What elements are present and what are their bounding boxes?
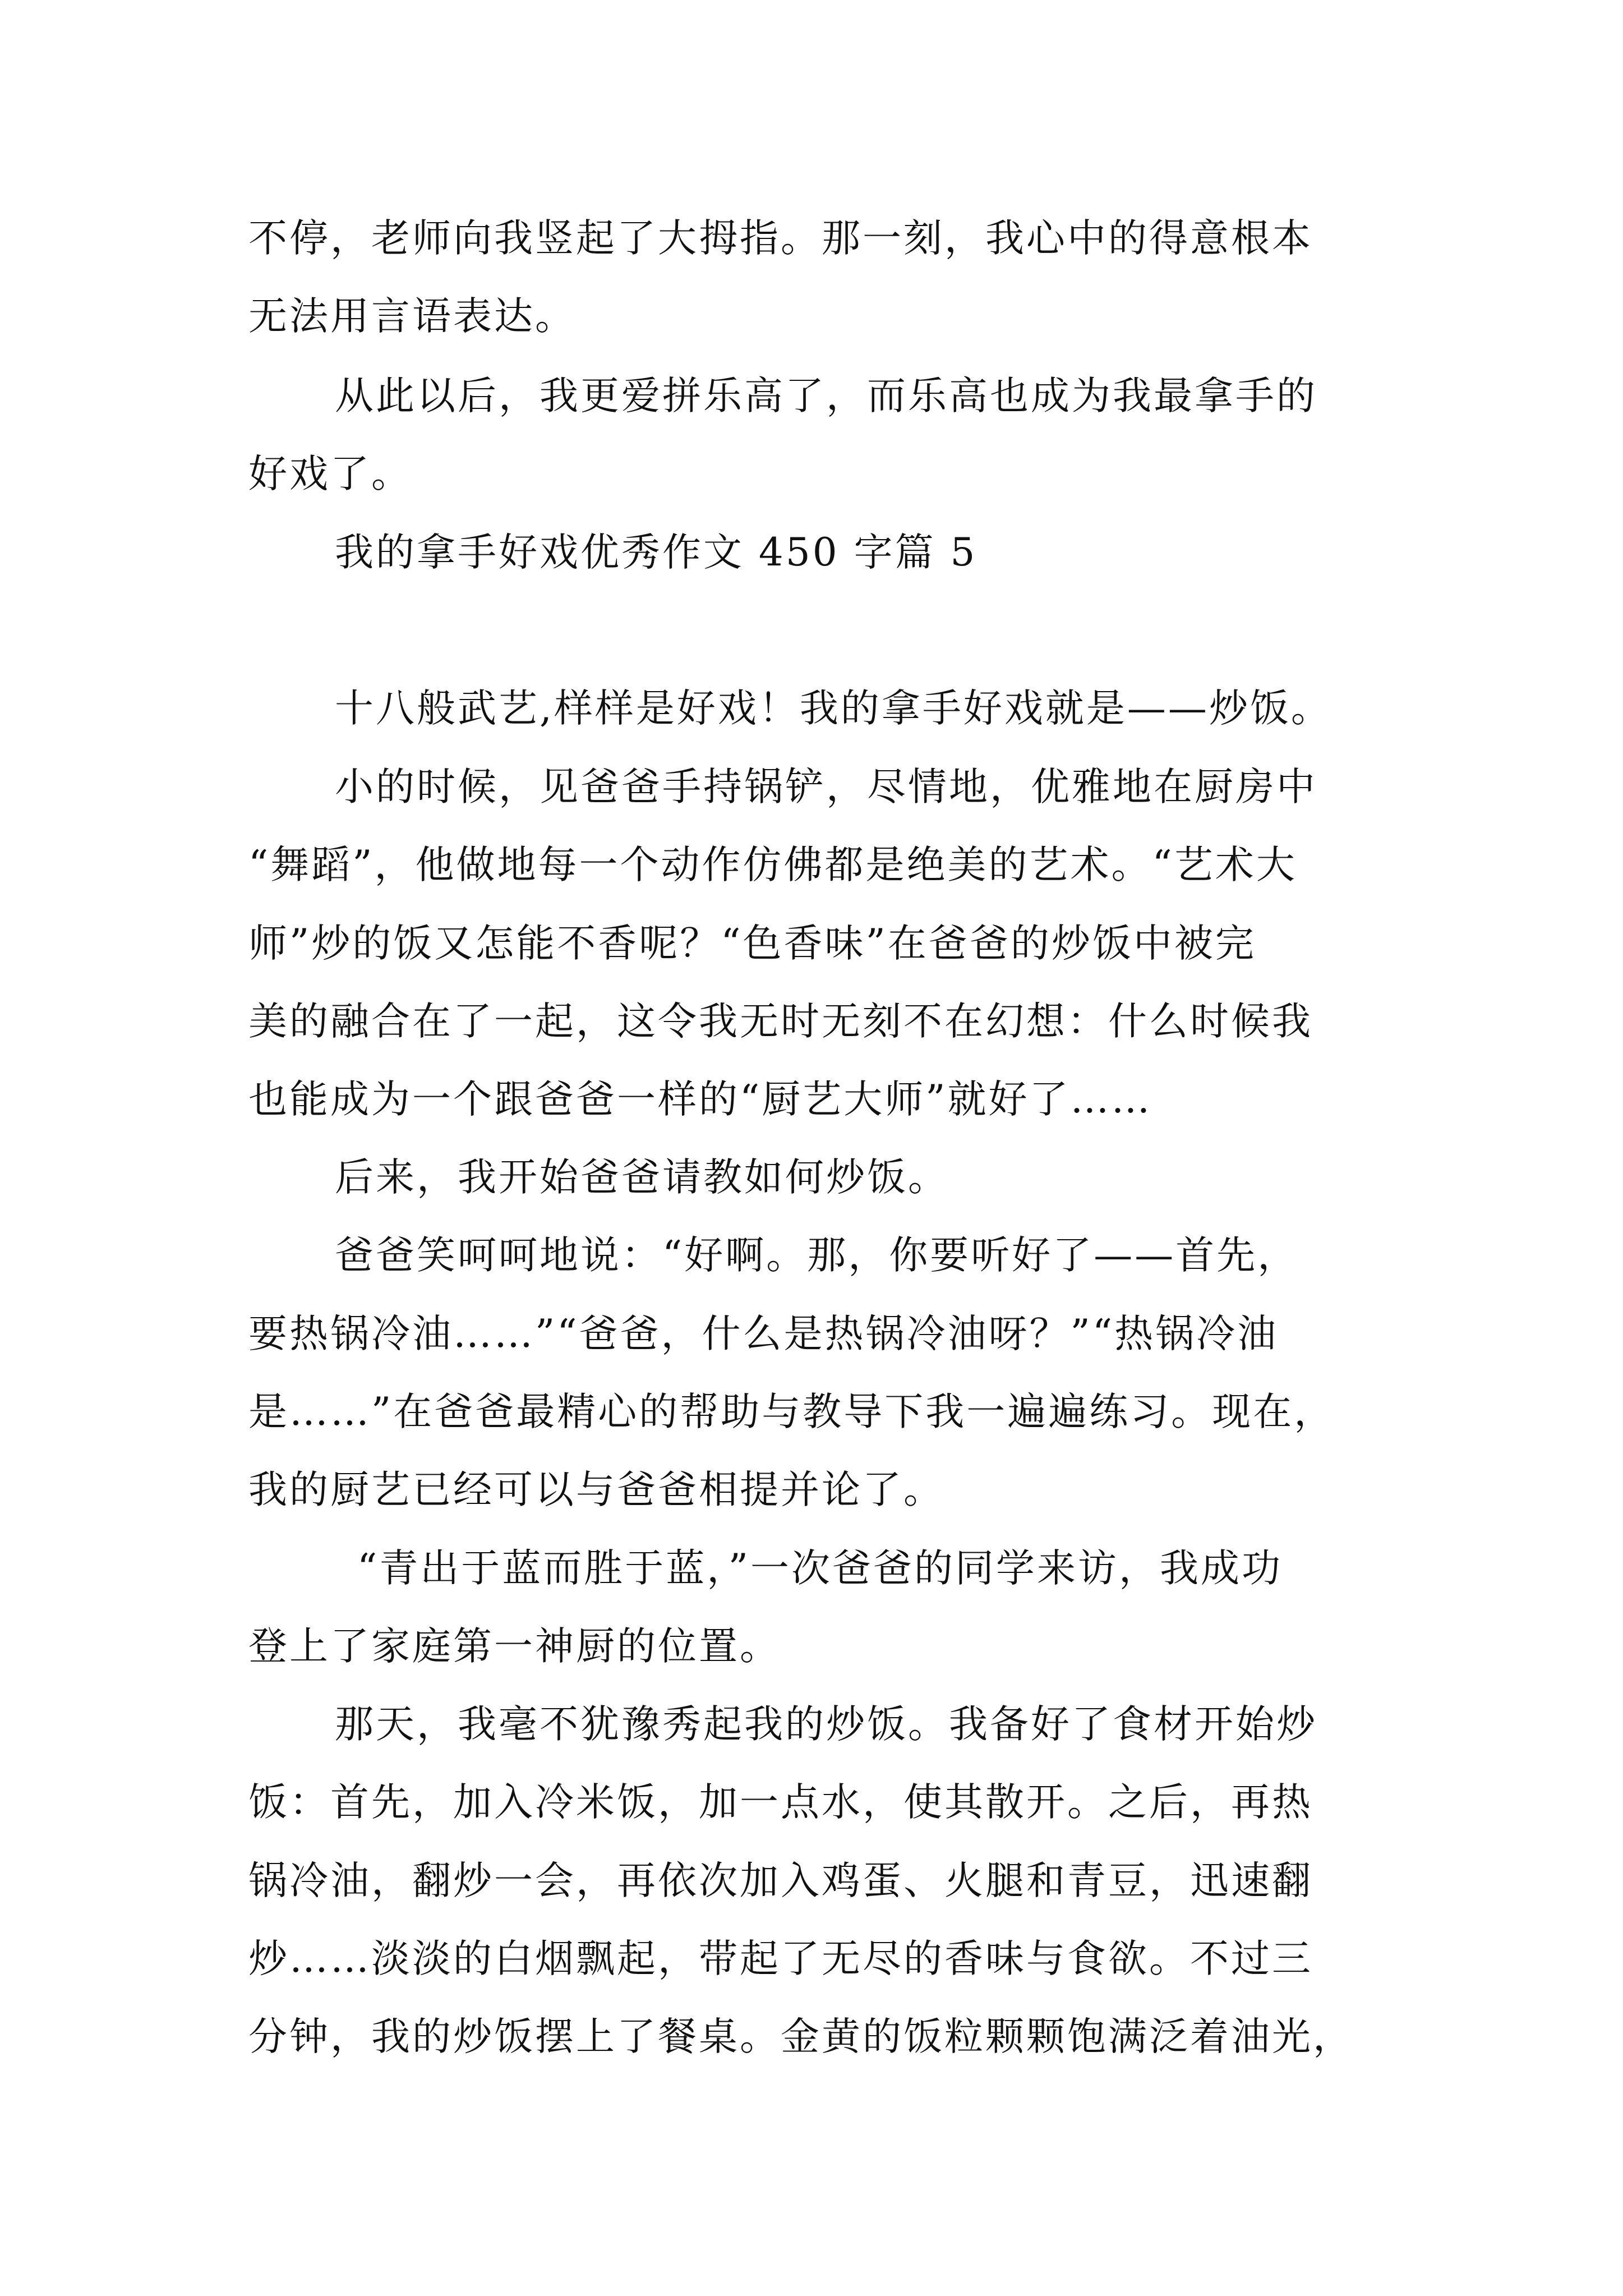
text-line: 好戏了。 bbox=[248, 452, 412, 496]
text-line: 分钟，我的炒饭摆上了餐桌。金黄的饭粒颗颗饱满泛着油光， bbox=[248, 2014, 1354, 2059]
text-line: 师”炒的饭又怎能不香呢？“色香味”在爸爸的炒饭中被完 bbox=[248, 921, 1256, 966]
text-line: 美的融合在了一起，这令我无时无刻不在幻想：什么时候我 bbox=[248, 999, 1313, 1044]
text-line: 要热锅冷油……”“爸爸，什么是热锅冷油呀？”“热锅冷油 bbox=[248, 1312, 1279, 1356]
text-line: 无法用言语表达。 bbox=[248, 294, 576, 339]
text-line: 炒……淡淡的白烟飘起，带起了无尽的香味与食欲。不过三 bbox=[248, 1936, 1313, 1981]
text-line: “舞蹈”，他做地每一个动作仿佛都是绝美的艺术。“艺术大 bbox=[248, 843, 1297, 887]
section-heading: 我的拿手好戏优秀作文 450 字篇 5 bbox=[335, 530, 978, 575]
text-line: 登上了家庭第一神厨的位置。 bbox=[248, 1624, 781, 1669]
text-line: 爸爸笑呵呵地说：“好啊。那，你要听好了——首先， bbox=[335, 1233, 1299, 1278]
text-line: 是……”在爸爸最精心的帮助与教导下我一遍遍练习。现在， bbox=[248, 1389, 1335, 1434]
text-line: 锅冷油，翻炒一会，再依次加入鸡蛋、火腿和青豆，迅速翻 bbox=[248, 1858, 1313, 1903]
text-line: 小的时候，见爸爸手持锅铲，尽情地，优雅地在厨房中 bbox=[335, 765, 1317, 809]
text-line: 十八般武艺,样样是好戏！我的拿手好戏就是——炒饭。 bbox=[335, 686, 1332, 731]
text-line: 不停，老师向我竖起了大拇指。那一刻，我心中的得意根本 bbox=[248, 216, 1313, 261]
text-line: 也能成为一个跟爸爸一样的“厨艺大师”就好了…… bbox=[248, 1077, 1152, 1122]
text-line: “青出于蓝而胜于蓝，”一次爸爸的同学来访，我成功 bbox=[357, 1546, 1283, 1591]
text-line: 后来，我开始爸爸请教如何炒饭。 bbox=[335, 1155, 949, 1200]
text-line: 那天，我毫不犹豫秀起我的炒饭。我备好了食材开始炒 bbox=[335, 1702, 1317, 1747]
text-line: 我的厨艺已经可以与爸爸相提并论了。 bbox=[248, 1467, 944, 1512]
text-line: 从此以后，我更爱拼乐高了，而乐高也成为我最拿手的 bbox=[335, 374, 1317, 418]
text-line: 饭：首先，加入冷米饭，加一点水，使其散开。之后，再热 bbox=[248, 1780, 1313, 1825]
